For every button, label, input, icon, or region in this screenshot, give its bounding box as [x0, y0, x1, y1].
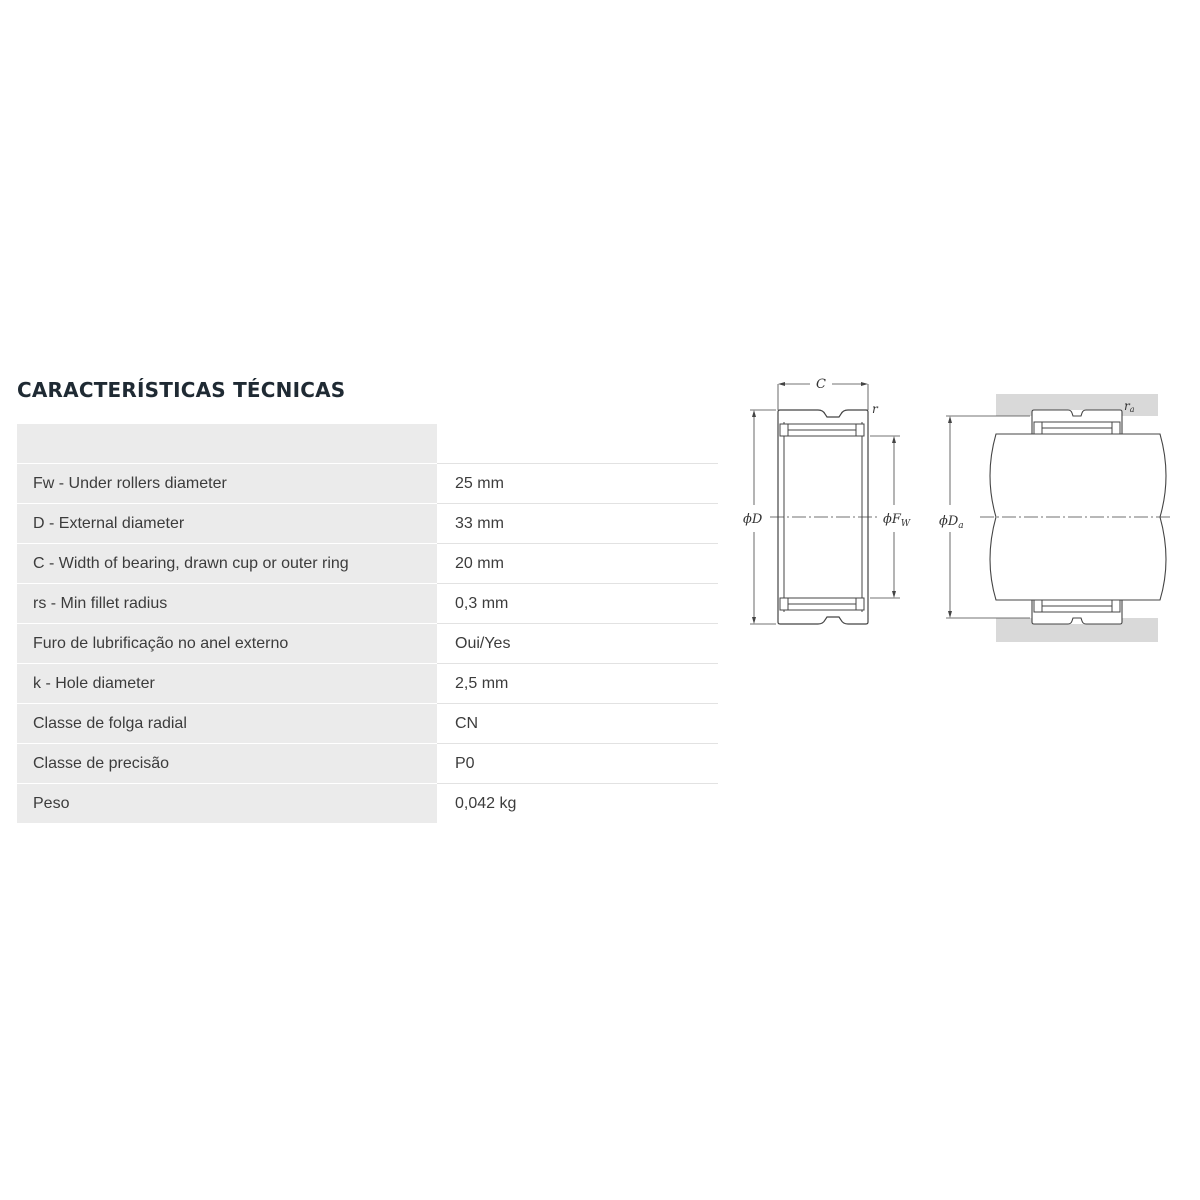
spec-label: D - External diameter [17, 504, 437, 544]
table-row [17, 624, 718, 664]
spec-value: 20 mm [437, 544, 718, 584]
spec-value: 25 mm [437, 464, 718, 504]
table-row [17, 704, 718, 744]
dimension-label-ra: ra [1124, 399, 1135, 414]
spec-label: C - Width of bearing, drawn cup or outer ring [17, 544, 437, 584]
header-cell-value [437, 424, 718, 464]
dimension-label-da: $\phi D_a$ [939, 514, 964, 531]
dimension-label-fw: $\phi F_W$ [883, 512, 911, 529]
spec-label: Furo de lubrificação no anel externo [17, 624, 437, 664]
spec-value: P0 [437, 744, 718, 784]
spec-value: Oui/Yes [437, 624, 718, 664]
bearing-section-view [750, 382, 900, 624]
table-row [17, 544, 718, 584]
section-title: CARACTERÍSTICAS TÉCNICAS [17, 378, 346, 402]
bearing-drawing [740, 370, 1180, 650]
dimension-label-d: ϕD [743, 512, 763, 527]
spec-label: Classe de precisão [17, 744, 437, 784]
table-row [17, 664, 718, 704]
mounting-view [946, 394, 1170, 642]
table-row [17, 784, 718, 824]
spec-label: Peso [17, 784, 437, 824]
table-row [17, 464, 718, 504]
table-row [17, 744, 718, 784]
header-cell-label [17, 424, 437, 464]
table-header-row [17, 424, 718, 464]
spec-value: 0,3 mm [437, 584, 718, 624]
dimension-label-c: C [816, 377, 826, 392]
spec-table [17, 424, 718, 824]
spec-value: 33 mm [437, 504, 718, 544]
spec-label: k - Hole diameter [17, 664, 437, 704]
spec-label: Fw - Under rollers diameter [17, 464, 437, 504]
table-row [17, 504, 718, 544]
table-row [17, 584, 718, 624]
spec-value: 2,5 mm [437, 664, 718, 704]
spec-value: CN [437, 704, 718, 744]
spec-label: Classe de folga radial [17, 704, 437, 744]
dimension-label-r: r [872, 402, 878, 416]
spec-value: 0,042 kg [437, 784, 718, 824]
spec-label: rs - Min fillet radius [17, 584, 437, 624]
